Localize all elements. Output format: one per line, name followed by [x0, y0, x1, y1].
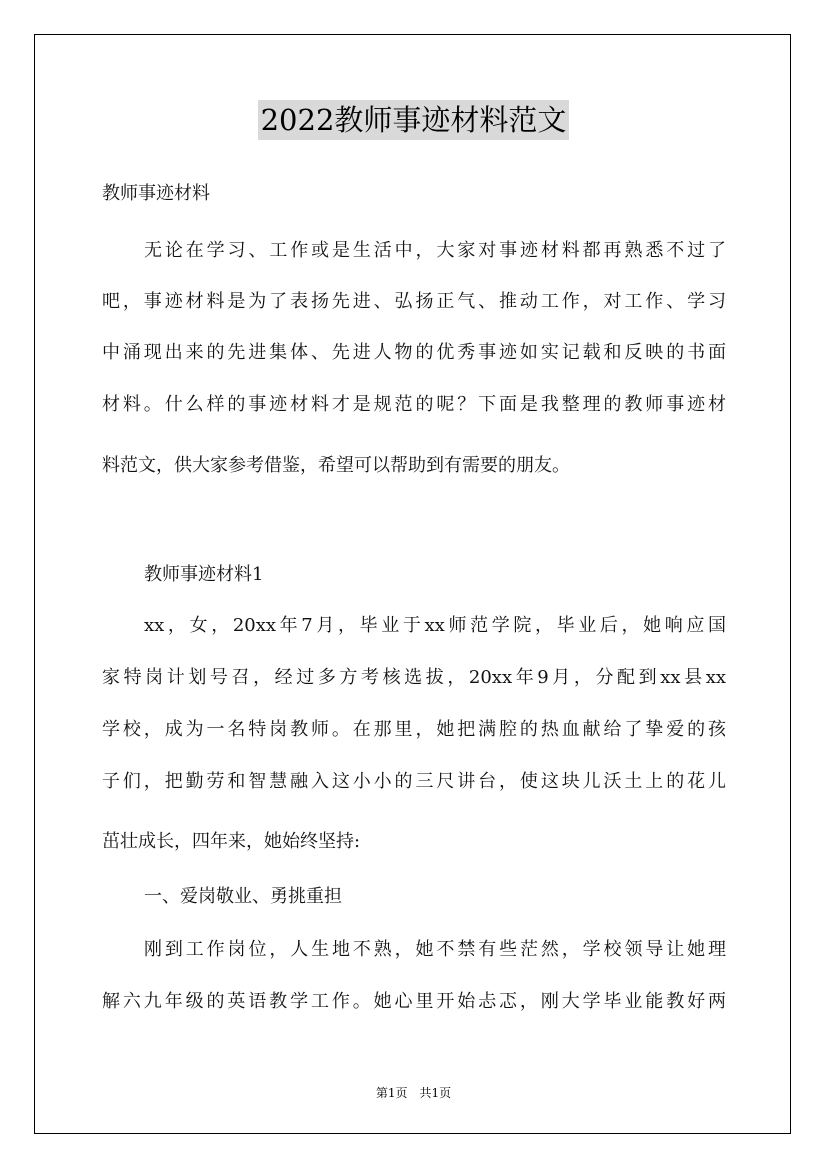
- intro-line-4: 材料。什么样的事迹材料才是规范的呢？下面是我整理的教师事迹材: [102, 394, 726, 415]
- section1-line-5: 茁壮成长，四年来，她始终坚持:: [102, 831, 361, 852]
- intro-line-3: 中涌现出来的先进集体、先进人物的优秀事迹如实记载和反映的书面: [102, 342, 726, 363]
- section1-line-2: 家特岗计划号召，经过多方考核选拔，20xx年9月，分配到xx县xx: [102, 667, 726, 688]
- section1-line-4: 子们，把勤劳和智慧融入这小小的三尺讲台，使这块儿沃土上的花儿: [102, 771, 726, 792]
- page-footer: 第1页 共1页: [375, 1086, 452, 1100]
- intro-line-2: 吧，事迹材料是为了表扬先进、弘扬正气、推动工作，对工作、学习: [102, 291, 726, 312]
- title-wrap: [0, 100, 827, 140]
- document-subtitle: 教师事迹材料: [102, 183, 210, 204]
- section1-line-1: xx，女，20xx年7月，毕业于xx师范学院，毕业后，她响应国: [144, 615, 726, 636]
- intro-line-1: 无论在学习、工作或是生活中，大家对事迹材料都再熟悉不过了: [144, 240, 726, 261]
- intro-line-5: 料范文，供大家参考借鉴，希望可以帮助到有需要的朋友。: [102, 455, 570, 476]
- section1-heading: 教师事迹材料1: [144, 564, 264, 585]
- para2-line-1: 刚到工作岗位，人生地不熟，她不禁有些茫然，学校领导让她理: [144, 939, 726, 960]
- subheading-1: 一、爱岗敬业、勇挑重担: [144, 886, 342, 907]
- document-title: 2022教师事迹材料范文: [258, 100, 570, 140]
- para2-line-2: 解六九年级的英语教学工作。她心里开始忐忑，刚大学毕业能教好两: [102, 991, 726, 1012]
- section1-line-3: 学校，成为一名特岗教师。在那里，她把满腔的热血献给了挚爱的孩: [102, 719, 726, 740]
